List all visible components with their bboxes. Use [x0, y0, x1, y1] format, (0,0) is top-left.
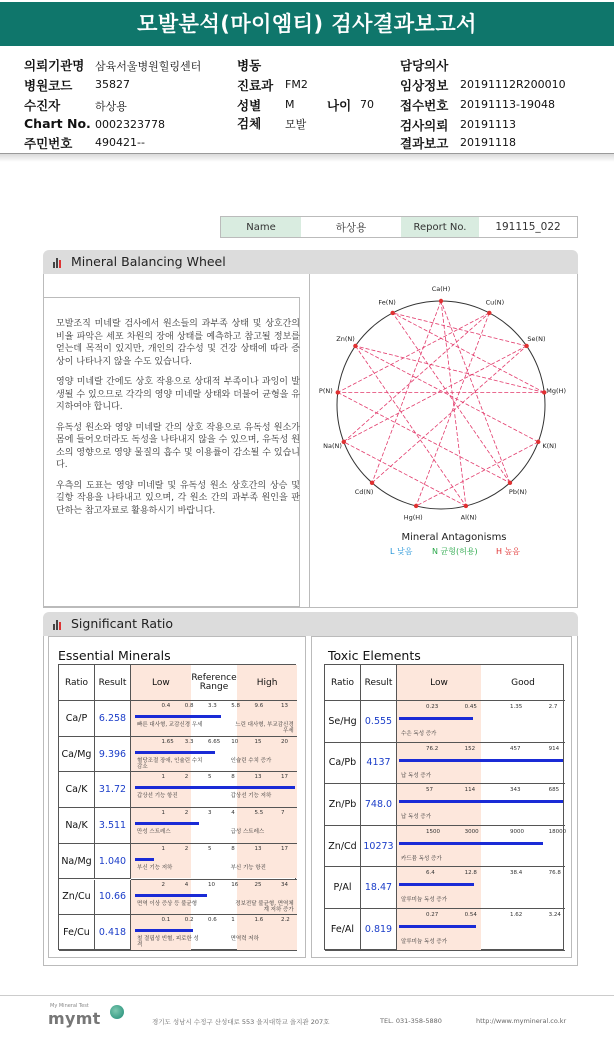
tick-label: 13	[281, 703, 289, 709]
wheel-node-label: Ca(H)	[431, 285, 451, 293]
ratio-bar	[135, 715, 221, 718]
info-value: 20191118	[460, 136, 516, 149]
tick-label: 914	[548, 745, 560, 752]
ratio-result: 748.0	[361, 784, 397, 826]
tick-label: 8	[231, 845, 235, 852]
antagonism-lines	[338, 301, 544, 506]
tick-label: 9.6	[254, 703, 264, 709]
low-note: 면역 이상 증상 등 불균형	[137, 900, 198, 907]
col-header-good: Good	[481, 665, 565, 701]
high-note: 면역력 저하	[230, 936, 259, 943]
tick-label: 3000	[464, 828, 479, 835]
tick-label: 0.2	[184, 917, 194, 924]
wheel-node-label: Se(N)	[527, 335, 546, 344]
info-value: 20191112R200010	[460, 78, 566, 91]
tick-label: 13	[254, 774, 262, 781]
low-note: 부신 기능 저하	[137, 864, 173, 871]
info-label: 결과보고	[400, 136, 449, 151]
antagonism-line	[344, 442, 466, 506]
info-value: 20191113	[460, 118, 516, 131]
legend-low: L 낮음	[390, 547, 413, 556]
col-header-ratio: Ratio	[59, 665, 95, 701]
wheel-node-dot	[439, 299, 443, 303]
tick-label: 76.8	[548, 870, 561, 877]
ratio-bar	[135, 858, 154, 861]
tick-label: 6.65	[208, 738, 221, 745]
ratio-name: Zn/Pb	[325, 784, 361, 826]
tick-label: 152	[464, 745, 476, 752]
ratio-bar	[399, 759, 563, 762]
paragraph: 유독성 원소와 영양 미네랄 간의 상호 작용으로 유독성 원소가 몸에 들어오더라도 독성을 나타내지 않을 수 있으며, 유독성 원소의 영향으로 영양 물질의 흡수 및 이용률이 감소될 수 있습니다.	[56, 422, 300, 470]
tick-label: 5.8	[231, 703, 240, 709]
info-label: 성별	[237, 98, 262, 113]
info-value: FM2	[285, 78, 308, 91]
high-note: 정보전달 불균형, 면역체계 저하 증가	[235, 900, 294, 913]
wheel-node-label: Mg(H)	[546, 387, 567, 396]
logo-caption: My Mineral Test	[50, 1003, 89, 1009]
bar-chart-icon	[53, 619, 65, 630]
tick-label: 2	[184, 845, 189, 852]
wheel-node-label: Fe(N)	[378, 298, 396, 307]
ratio-name: Na/Mg	[59, 844, 95, 880]
ratio-name: Zn/Cd	[325, 826, 361, 868]
wheel-node-label: K(N)	[542, 442, 557, 451]
low-note: 카드뮴 독성 증가	[401, 855, 442, 862]
wheel-node-dot	[508, 481, 512, 485]
tick-label: 1	[161, 845, 166, 852]
high-note: 급성 스트레스	[230, 829, 265, 836]
info-value: 모발	[285, 118, 307, 131]
mymt-logo: mymt	[48, 1009, 101, 1028]
tick-label: 685	[548, 787, 560, 794]
tick-label: 1.62	[509, 912, 523, 918]
footer-tel: TEL. 031-358-5880	[380, 1017, 442, 1025]
ratio-bar	[135, 929, 193, 932]
toxic-title: Toxic Elements	[328, 648, 421, 663]
tick-label: 0.1	[161, 917, 171, 924]
wheel-node-dot	[342, 440, 346, 444]
ratio-bar	[399, 925, 476, 928]
tick-label: 9000	[509, 828, 524, 835]
tick-label: 1.65	[161, 738, 174, 745]
ratio-name: Fe/Al	[325, 909, 361, 951]
antagonism-line	[393, 313, 527, 346]
low-note: 납 독성 증가	[401, 772, 432, 779]
tick-label: 1.6	[254, 917, 264, 924]
tick-label: 16	[231, 881, 239, 888]
wheel-node-dot	[390, 311, 394, 315]
footer-divider	[0, 995, 614, 996]
info-label: 접수번호	[400, 98, 449, 113]
ratio-bar	[135, 751, 215, 754]
ratio-result: 31.72	[95, 772, 131, 808]
tick-label: 2	[184, 774, 189, 781]
antagonism-line	[393, 313, 545, 393]
tick-label: 57	[425, 787, 433, 794]
tick-label: 76.2	[425, 745, 439, 752]
info-value: M	[285, 98, 295, 111]
ratio-result: 10.66	[95, 880, 131, 916]
wheel-node-dot	[524, 344, 528, 348]
tick-label: 10	[208, 881, 215, 888]
antagonism-line	[355, 346, 538, 442]
ratio-result: 3.511	[95, 808, 131, 844]
tick-label: 1	[161, 774, 166, 781]
ratio-bar	[399, 800, 563, 803]
wheel-node-dot	[370, 481, 374, 485]
info-label: 나이	[327, 98, 352, 113]
ratio-bar	[135, 786, 295, 789]
tick-label: 18000	[548, 828, 567, 835]
section-title: Mineral Balancing Wheel	[71, 254, 226, 269]
tick-label: 10	[231, 738, 239, 745]
ratio-bar	[399, 842, 543, 845]
wheel-node-label: Hg(H)	[403, 513, 423, 522]
wheel-node-label: Pb(N)	[508, 487, 527, 496]
report-value: 191115_022	[479, 217, 577, 237]
wheel-circle	[337, 301, 545, 509]
patient-info	[0, 50, 614, 150]
tick-label: 2.2	[281, 917, 290, 924]
tick-label: 114	[464, 787, 476, 794]
ratio-section-header	[43, 612, 578, 636]
paragraph: 영양 미네랄 간에도 상호 작용으로 상대적 부족이나 과잉이 발생될 수 있으므로 각각의 영양 미네랄 상태와 더불어 균형을 유지하여야 합니다.	[56, 377, 300, 412]
antagonism-line	[344, 313, 490, 442]
row-divider	[131, 950, 297, 951]
high-band	[237, 808, 297, 843]
ratio-result: 18.47	[361, 867, 397, 909]
col-header-ratio: Ratio	[325, 665, 361, 701]
low-note: 만성 스트레스	[137, 829, 171, 836]
ratio-name: P/Al	[325, 867, 361, 909]
info-value: 490421--	[95, 136, 145, 149]
ratio-bar	[135, 894, 207, 897]
wheel-node-label: Zn(N)	[336, 335, 355, 344]
wheel-node-dot	[487, 311, 491, 315]
info-label: 수진자	[24, 98, 61, 113]
tick-label: 0.23	[425, 704, 439, 710]
col-header-result: Result	[95, 665, 131, 701]
low-note: 알루미늄 독성 증가	[401, 939, 448, 945]
ratio-result: 0.819	[361, 909, 397, 951]
low-note: 철 결핍성 빈혈, 피로한 성격	[137, 936, 199, 949]
tick-label: 15	[254, 738, 262, 745]
toxic-table	[324, 664, 567, 950]
low-note: 갑상선 기능 항진	[137, 793, 178, 800]
info-label: 검사의뢰	[400, 118, 449, 133]
tick-label: 4	[231, 810, 235, 817]
high-note: 부신 기능 항진	[230, 864, 266, 871]
ratio-result: 10273	[361, 826, 397, 868]
tick-label: 2	[161, 881, 166, 888]
antagonism-line	[441, 301, 510, 483]
wheel-node-dot	[464, 504, 468, 508]
info-label: 주민번호	[24, 136, 73, 151]
report-label: Report No.	[401, 217, 479, 237]
essential-table	[58, 664, 296, 950]
footer-url: http://www.mymineral.co.kr	[476, 1017, 567, 1025]
wheel-node-dot	[336, 390, 340, 394]
footer	[0, 1000, 614, 1040]
tick-label: 6.4	[425, 870, 435, 877]
wheel-node-dot	[414, 504, 418, 508]
wheel-node-label: Cd(N)	[354, 487, 374, 496]
report-title: 모발분석(마이엠티) 검사결과보고서	[0, 2, 614, 46]
info-value: 20191113-19048	[460, 98, 555, 111]
name-label: Name	[221, 217, 301, 237]
tick-label: 2	[184, 810, 189, 817]
low-note: 알루미늄 독성 증가	[401, 897, 448, 904]
ratio-result: 9.396	[95, 737, 131, 773]
tick-label: 3.24	[548, 912, 561, 918]
tick-label: 5	[208, 845, 212, 852]
tick-label: 3.3	[208, 703, 217, 709]
tick-label: 3	[208, 810, 212, 817]
tick-label: 20	[281, 738, 289, 745]
antagonism-line	[372, 346, 527, 483]
wheel-node-dot	[353, 344, 357, 348]
tick-label: 3.3	[184, 738, 194, 745]
wheel-node-label: Cu(N)	[485, 298, 505, 307]
description-text	[56, 318, 300, 525]
info-label: 담당의사	[400, 58, 449, 73]
info-label: 검체	[237, 116, 262, 131]
ratio-name: Fe/Cu	[59, 915, 95, 951]
ratio-name: Ca/K	[59, 772, 95, 808]
wheel-title: Mineral Antagonisms	[401, 532, 507, 543]
ratio-name: Ca/P	[59, 701, 95, 737]
info-value: 삼육서울병원힐링센터	[95, 60, 202, 73]
high-note: 인슐린 수치 증가	[230, 757, 272, 764]
tick-label: 0.6	[208, 917, 217, 924]
tick-label: 0.4	[161, 703, 171, 709]
info-label: 진료과	[237, 78, 274, 93]
paragraph: 우측의 도표는 영양 미네랄 및 유독성 원소 상호간의 상승 및 길항 작용을 나타내고 있으며, 각 원소 간의 과부족 원인을 판단하는 참고자료로 활용하시기 바랍니다.	[56, 480, 300, 516]
tick-label: 1	[161, 810, 166, 817]
tick-label: 343	[509, 787, 521, 794]
antagonism-line	[416, 313, 489, 506]
tick-label: 17	[281, 774, 289, 781]
ratio-result: 0.555	[361, 701, 397, 743]
antagonism-line	[355, 346, 544, 393]
ratio-name: Na/K	[59, 808, 95, 844]
row-divider	[397, 950, 565, 951]
ratio-result: 1.040	[95, 844, 131, 880]
info-value: 하상용	[95, 100, 127, 113]
tick-label: 25	[254, 881, 262, 888]
tick-label: 0.27	[425, 912, 439, 918]
ratio-result: 0.418	[95, 915, 131, 951]
low-note: 수은 독성 증가	[401, 731, 437, 737]
tick-label: 8	[231, 774, 235, 781]
bar-chart-icon	[53, 257, 65, 268]
tick-label: 12.8	[464, 870, 477, 877]
ratio-name: Se/Hg	[325, 701, 361, 743]
tick-label: 1500	[425, 828, 440, 835]
tick-label: 0.45	[464, 704, 477, 710]
legend-normal: N 균형(허용)	[432, 547, 478, 556]
tick-label: 13	[254, 845, 262, 852]
high-note: 갑상선 기능 저하	[230, 793, 272, 800]
name-bar	[220, 216, 578, 238]
low-note: 혈당조절 장애, 인슐린 수치 감소	[137, 757, 203, 770]
section-title: Significant Ratio	[71, 616, 174, 631]
col-header-high: High	[237, 665, 297, 701]
tick-label: 1.35	[509, 704, 523, 710]
ratio-name: Ca/Pb	[325, 743, 361, 785]
tick-label: 17	[281, 845, 289, 852]
tick-label: 34	[281, 881, 289, 888]
footer-address: 경기도 성남시 수정구 산성대로 553 을지대학교 을지관 207호	[152, 1018, 330, 1026]
tick-label: 1	[231, 917, 235, 924]
essential-title: Essential Minerals	[58, 648, 171, 663]
high-note: 느린 대사형, 부교감신경 우세	[235, 722, 294, 734]
info-label: 임상정보	[400, 78, 449, 93]
low-note: 납 독성 증가	[401, 814, 432, 821]
info-label: 의뢰기관명	[24, 58, 85, 73]
antagonism-line	[416, 442, 538, 506]
tick-label: 5	[208, 774, 212, 781]
wheel-section-header	[43, 250, 578, 274]
wheel-node-label: P(N)	[318, 387, 333, 396]
tick-label: 2.7	[548, 704, 558, 710]
info-label: 병동	[237, 58, 262, 73]
tick-label: 7	[281, 810, 285, 817]
ratio-result: 4137	[361, 743, 397, 785]
divider-shadow	[0, 154, 614, 162]
ratio-bar	[399, 717, 473, 720]
col-header-ref: Reference Range	[191, 665, 237, 701]
ratio-bar	[399, 883, 474, 886]
wheel-node-label: Na(N)	[323, 442, 342, 451]
col-header-low: Low	[397, 665, 481, 701]
tick-label: 0.8	[184, 703, 194, 709]
info-label: Chart No.	[24, 116, 91, 131]
tick-label: 5.5	[254, 810, 264, 817]
antagonism-line	[344, 346, 527, 442]
ratio-name: Zn/Cu	[59, 880, 95, 916]
ratio-name: Ca/Mg	[59, 737, 95, 773]
wheel-nodes	[319, 285, 566, 522]
col-header-result: Result	[361, 665, 397, 701]
tick-label: 0.54	[464, 912, 477, 918]
info-value: 70	[360, 98, 374, 111]
paragraph: 모발조직 미네랄 검사에서 원소들의 과부족 상태 및 상호간의 비율 파악은 세포 차원의 장애 상태를 예측하고 참고될 정보를 얻는데 목적이 있지만, 개인의 감수성 및 건강 상태에 따라 증상이 나타나지 않을 수도 있습니다.	[56, 319, 300, 367]
ratio-bar	[135, 822, 199, 825]
legend-high: H 높음	[496, 547, 521, 556]
low-note: 빠른 대사형, 교감신경 우세	[137, 722, 203, 728]
info-value: 0002323778	[95, 118, 165, 131]
wheel-node-label: Al(N)	[460, 513, 477, 522]
antagonism-line	[338, 392, 510, 482]
tick-label: 38.4	[509, 870, 523, 877]
tick-label: 4	[184, 881, 189, 888]
tick-label: 457	[509, 745, 521, 752]
info-label: 병원코드	[24, 78, 73, 93]
info-value: 35827	[95, 78, 130, 91]
mineral-wheel	[310, 274, 578, 602]
col-header-low: Low	[131, 665, 191, 701]
ratio-result: 6.258	[95, 701, 131, 737]
antagonism-line	[393, 313, 510, 483]
name-value: 하상용	[301, 217, 401, 237]
wheel-node-dot	[536, 440, 540, 444]
